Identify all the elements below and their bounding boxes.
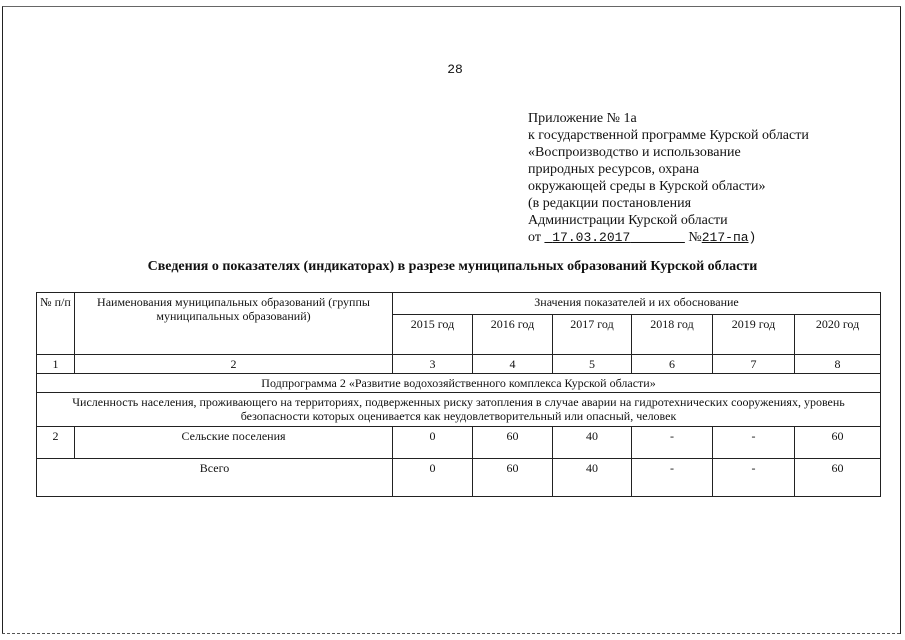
date-prefix: от xyxy=(528,230,541,245)
appendix-block xyxy=(528,110,868,246)
total-row xyxy=(37,459,881,497)
column-number: 6 xyxy=(632,355,713,374)
appendix-line: Приложение № 1а xyxy=(528,111,637,126)
number-prefix: № xyxy=(688,230,702,245)
indicator-row xyxy=(37,393,881,427)
appendix-line: «Воспроизводство и использование xyxy=(528,145,741,160)
row-value: 60 xyxy=(795,427,881,459)
row-name: Сельские поселения xyxy=(75,427,393,459)
total-value: 40 xyxy=(553,459,632,497)
date-value: 17.03.2017 xyxy=(552,230,631,245)
number-suffix: ) xyxy=(748,230,757,245)
row-value: - xyxy=(713,427,795,459)
page-number: 28 xyxy=(447,62,463,77)
document-title: Сведения о показателях (индикаторах) в разрезе муниципальных образований Курской области xyxy=(147,259,758,274)
year-header: 2018 год xyxy=(632,315,713,355)
header-row xyxy=(37,293,881,315)
appendix-line: к государственной программе Курской области xyxy=(528,128,809,143)
row-value: - xyxy=(632,427,713,459)
scan-edge-line xyxy=(2,633,900,634)
appendix-line: окружающей среды в Курской области» xyxy=(528,179,766,194)
subprogram-row xyxy=(37,374,881,393)
column-number: 1 xyxy=(37,355,75,374)
year-header: 2020 год xyxy=(795,315,881,355)
appendix-line: Администрации Курской области xyxy=(528,213,728,228)
indicators-table xyxy=(36,292,881,497)
column-number: 2 xyxy=(75,355,393,374)
subprogram-title: Подпрограмма 2 «Развитие водохозяйственного комплекса Курской области» xyxy=(37,374,881,393)
column-number: 3 xyxy=(393,355,473,374)
column-number: 8 xyxy=(795,355,881,374)
row-value: 60 xyxy=(473,427,553,459)
header-name: Наименования муниципальных образований (группы муниципальных образований) xyxy=(75,293,393,355)
total-value: 0 xyxy=(393,459,473,497)
appendix-line: природных ресурсов, охрана xyxy=(528,162,700,177)
year-header: 2016 год xyxy=(473,315,553,355)
total-value: - xyxy=(632,459,713,497)
table-row xyxy=(37,427,881,459)
number-value: 217-па xyxy=(701,230,749,245)
numbering-row xyxy=(37,355,881,374)
column-number: 5 xyxy=(553,355,632,374)
total-label: Всего xyxy=(37,459,393,497)
header-no: № п/п xyxy=(37,293,75,355)
header-values: Значения показателей и их обоснование xyxy=(393,293,881,315)
column-number: 4 xyxy=(473,355,553,374)
year-header: 2017 год xyxy=(553,315,632,355)
total-value: 60 xyxy=(473,459,553,497)
appendix-line: (в редакции постановления xyxy=(528,196,692,211)
column-number: 7 xyxy=(713,355,795,374)
total-value: 60 xyxy=(795,459,881,497)
row-value: 0 xyxy=(393,427,473,459)
row-value: 40 xyxy=(553,427,632,459)
year-header: 2019 год xyxy=(713,315,795,355)
row-number: 2 xyxy=(37,427,75,459)
year-header: 2015 год xyxy=(393,315,473,355)
appendix-date-line xyxy=(528,229,868,246)
total-value: - xyxy=(713,459,795,497)
indicator-title: Численность населения, проживающего на территориях, подверженных риску затопления в случае аварии на гидротехнических сооружениях, уровень безопасности которых оценивается как неудовлетворительный или опасный, человек xyxy=(37,393,881,427)
